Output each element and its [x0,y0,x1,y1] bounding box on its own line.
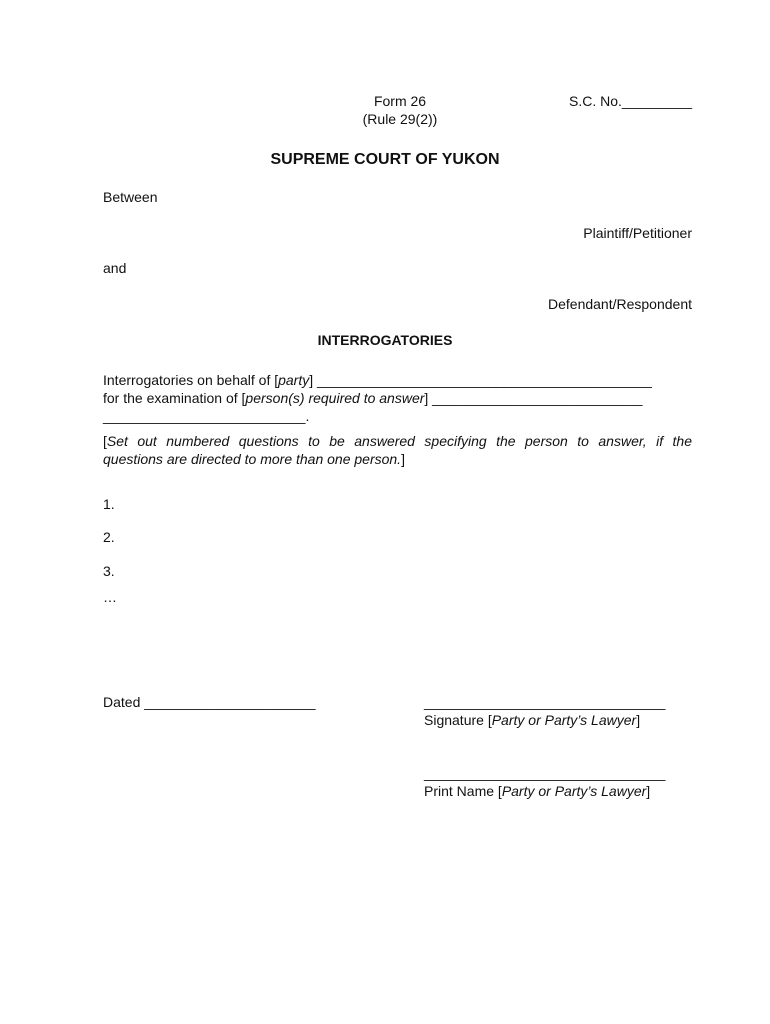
question-item-3: 3. [103,563,115,579]
sc-number-field: S.C. No._________ [569,93,692,109]
court-title: SUPREME COURT OF YUKON [270,151,500,168]
question-item-2: 2. [103,529,115,545]
question-item-1: 1. [103,496,115,512]
print-prefix: Print Name [ [424,783,502,799]
signature-label [424,711,640,729]
between-label: Between [103,189,158,205]
and-label: and [103,260,127,276]
party-placeholder: party [278,372,310,388]
print-name-label [424,782,650,800]
instruction-text-1: Set out numbered questions to be answered specifying the person to answer, if the [106,433,692,449]
line1-suffix: ] ___________________________________________ [309,372,652,388]
signature-line: _______________________________ [424,694,666,710]
person-placeholder: person(s) required to answer [245,390,425,406]
plaintiff-label: Plaintiff/Petitioner [583,225,692,241]
interrogatories-line-2 [103,389,642,407]
dated-field: Dated ______________________ [103,694,316,710]
instruction-block [103,432,692,468]
signature-suffix: ] [636,712,641,728]
line1-prefix: Interrogatories on behalf of [ [103,372,279,388]
print-name-line: _______________________________ [424,765,666,781]
signature-prefix: Signature [ [424,712,492,728]
section-title: INTERROGATORIES [317,332,453,348]
instruction-text-2: questions are directed to more than one person. [103,451,402,467]
line2-prefix: for the examination of [ [103,390,246,406]
interrogatories-line-3: __________________________. [103,408,310,424]
instruction-close-bracket: ] [401,451,405,467]
print-suffix: ] [646,783,651,799]
form-number: Form 26 [373,93,427,109]
form-rule: (Rule 29(2)) [362,111,438,127]
instruction-line-1 [103,432,692,450]
signature-party-placeholder: Party or Party’s Lawyer [491,712,637,728]
interrogatories-line-1 [103,371,652,389]
line2-suffix: ] ___________________________ [424,390,643,406]
print-party-placeholder: Party or Party’s Lawyer [501,783,647,799]
instruction-line-2 [103,450,692,468]
defendant-label: Defendant/Respondent [548,296,692,312]
instruction-open-bracket: [ [103,433,107,449]
question-ellipsis: … [103,589,117,605]
